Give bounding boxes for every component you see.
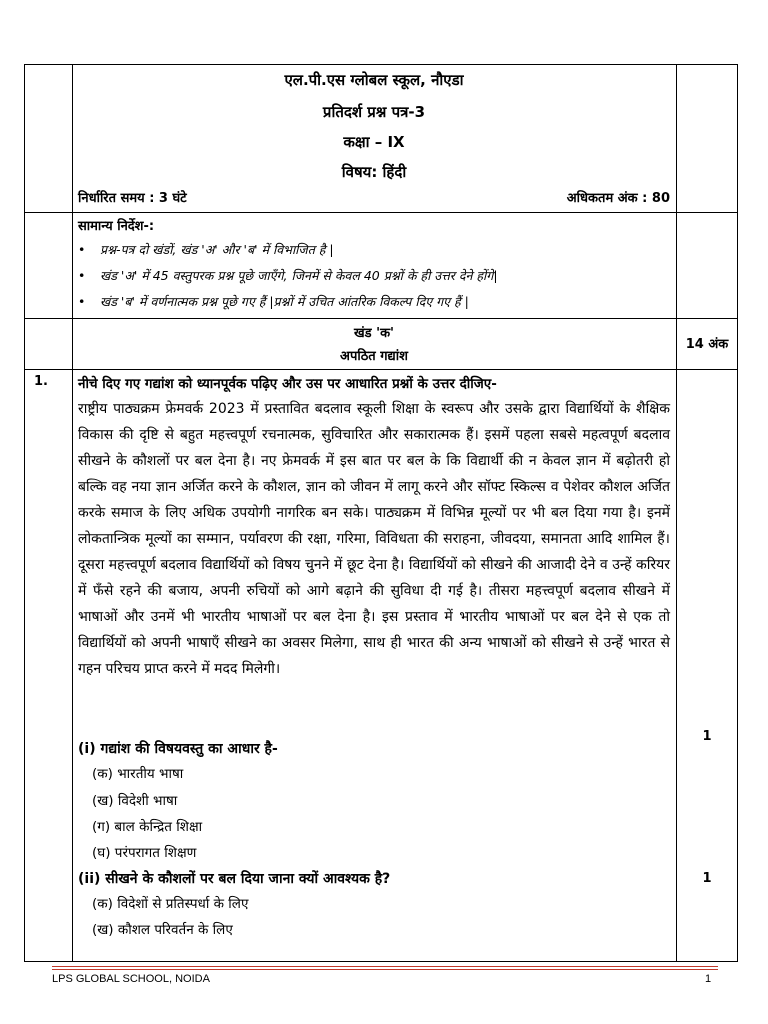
time-allowed: निर्धारित समय : 3 घंटे [78,191,187,206]
max-marks: अधिकतम अंक : 80 [566,191,670,206]
instructions-title: सामान्य निर्देश-: [78,219,155,234]
section-marks: 14 अंक [685,337,729,352]
bullet: • [78,268,86,283]
class-label: कक्षा – IX [343,133,405,151]
option: (घ) परंपरागत शिक्षण [92,845,197,861]
section-name: खंड 'क' [353,326,395,341]
row-divider [24,318,738,319]
row-divider [24,369,738,370]
section-subtitle: अपठित गद्यांश [340,349,408,364]
paper-header [72,64,676,212]
row-divider [24,212,738,213]
option: (क) भारतीय भाषा [92,766,184,782]
page-number: 1 [705,973,712,985]
sub-question-1-marks: 1 [702,729,712,744]
bullet: • [78,294,86,309]
sub-question-2-marks: 1 [702,871,712,886]
question-number: 1. [34,374,48,389]
option: (क) विदेशों से प्रतिस्पर्धा के लिए [92,896,249,912]
sub-question-2: (ii) सीखने के कौशलों पर बल दिया जाना क्यों आवश्यक है? [78,871,391,887]
column-divider-right [676,64,677,962]
subject-label: विषय: हिंदी [341,163,407,181]
instruction-item: • प्रश्न-पत्र दो खंडों, खंड 'अ' और 'ब' में विभाजित है | [78,242,334,257]
option: (ख) विदेशी भाषा [92,793,178,809]
sub-question-1: (i) गद्यांश की विषयवस्तु का आधार है- [78,741,278,757]
option: (ग) बाल केन्द्रित शिक्षा [92,819,203,835]
passage: राष्ट्रीय पाठ्यक्रम फ्रेमवर्क 2023 में प्रस्तावित बदलाव स्कूली शिक्षा के स्वरूप और उसके द्वारा विद्यार्थियों के शैक्षिक विकास की दृष्टि से बहुत महत्त्वपूर्ण रचनात्मक, सुविचारित और सकारात्मक हैं। इसमें पहला सबसे महत्वपूर्ण बदलाव सीखने के कौशलों पर बल देना है। नए फ्रेमवर्क में इस बात पर बल के कि विद्यार्थी की न केवल ज्ञान में बढ़ोतरी हो बल्कि वह नया ज्ञान अर्जित करने के कौशल, ज्ञान को जीवन में लागू करने और सॉफ्ट स्किल्स व पेशेवर कौशल अर्जित करके समाज के लिए अधिक उपयोगी नागरिक बन सके। पाठ्यक्रम में विभिन्न मूल्यों पर भी बल दिया गया है। इनमें लोकतान्त्रिक मूल्यों का सम्मान, पर्यावरण की रक्षा, गरिमा, विविधता की सराहना, जीवदया, समानता आदि शामिल हैं। दूसरा महत्त्वपूर्ण बदलाव विद्यार्थियों को विषय चुनने में छूट देना है। विद्यार्थियों को सीखने की आजादी देने व उन्हें करियर में फँसे रहने की बजाय, अपनी रुचियों को आगे बढ़ाने की सुविधा दी गई है। तीसरा महत्त्वपूर्ण बदलाव सीखने में भाषाओं और उनमें भी भारतीय भाषाओं पर बल देना है। इस प्रस्ताव में भारतीय भाषाओं पर बल देने से एक तो विद्यार्थियों को अपनी भाषाएँ सीखने का अवसर मिलेगा, साथ ही भारत की अन्य भाषाओं को सीखने से उन्हें भारत से गहन परिचय प्राप्त करने में मदद मिलेगी। [78,401,670,677]
school-name: एल.पी.एस ग्लोबल स्कूल, नौएडा [284,71,464,89]
option: (ख) कौशल परिवर्तन के लिए [92,922,233,938]
instruction-item: • खंड 'ब' में वर्णनात्मक प्रश्न पूछे गए हैं |प्रश्नों में उचित आंतरिक विकल्प दिए गए हैं | [78,294,469,309]
paper-title: प्रतिदर्श प्रश्न पत्र-3 [322,103,426,121]
footer-rule [52,966,718,970]
instruction-item: • खंड 'अ' में 45 वस्तुपरक प्रश्न पूछे जाएँगे, जिनमें से केवल 40 प्रश्नों के ही उत्तर देने होंगे| [78,268,498,283]
bullet: • [78,242,86,257]
question-instruction: नीचे दिए गए गद्यांश को ध्यानपूर्वक पढ़िए और उस पर आधारित प्रश्नों के उत्तर दीजिए- [78,376,497,392]
footer-school: LPS GLOBAL SCHOOL, NOIDA [52,973,210,985]
